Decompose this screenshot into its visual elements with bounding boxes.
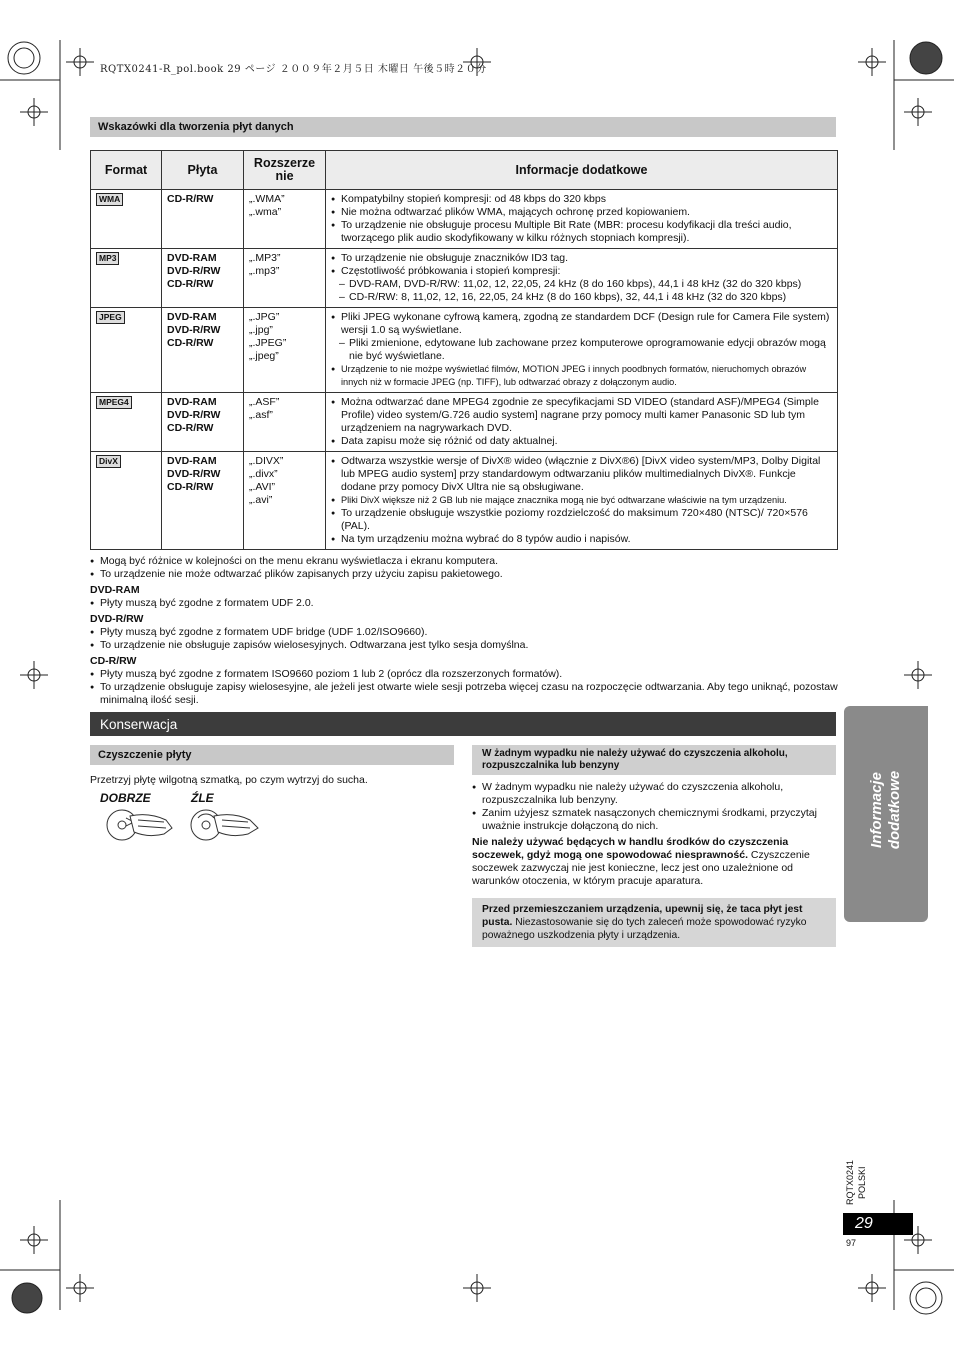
move-note-bold: Przed przemieszczaniem urządzenia, upewnij się, że taca płyt jest pusta. [482,904,803,928]
bad-wipe-icon [186,808,262,842]
info-item: ● Odtwarza wszystkie wersje of DivX® wideo (włącznie z DivX®6) [DivX video system/MP3, Dolby Digital lub MPEG audio system] przy standardowym odtwarzaniu plików multimedialnych DivX®. Funkcje dodane przy pomocy DivX Ultra nie są obsługiwane. [331,455,832,494]
disc-cell [162,393,244,452]
note-item: ● Zanim użyjesz szmatek nasączonych chemicznymi środkami, przyczytaj uważnie instrukcje dołączoną do nich. [472,807,836,833]
extension-cell [244,190,326,249]
format-cell [91,308,162,393]
format-badge: MP3 [96,252,119,265]
disc-type: DVD-R/RW [167,468,221,480]
cd-rrw-notes [90,668,838,707]
table-row [91,308,838,393]
note-item: ● W żadnym wypadku nie należy używać do czyszczenia alkoholu, rozpuszczalnika lub benzyny. [472,781,836,807]
info-item: – Pliki zmienione, edytowane lub zachowane przez komputerowe oprogramowanie edycji obrazów mogą nie być wyświetlane. [331,337,832,363]
move-note-text: Niezastosowanie się do tych zaleceń może spowodować ryzyko poważnego uszkodzenia płyty i urządzenia. [482,917,807,941]
info-item: ● Pliki JPEG wykonane cyfrową kamerą, zgodną ze standardem DCF (Design rule for Camera File system) wersji 1.0 są wyświetlane. [331,311,832,337]
info-list [331,455,832,546]
extension: „.mp3” [249,265,280,277]
info-item: ● Data zapisu może się różnić od daty aktualnej. [331,435,832,448]
note-item: ● Płyty muszą być zgodne z formatem UDF 2.0. [90,597,838,610]
general-notes [90,555,838,581]
extension: „.wma” [249,206,282,218]
extension: „.asf” [249,409,273,421]
good-label: DOBRZE [100,791,151,805]
notes [90,555,838,707]
header-plyta: Płyta [162,151,244,190]
extension: „.jpeg” [249,350,279,362]
side-tab-label: Informacje dodatkowe [868,770,903,850]
warning-title: W żadnym wypadku nie należy używać do czyszczenia alkoholu, rozpuszczalnika lub benzyny [482,748,788,771]
disc-type: DVD-RAM [167,252,217,264]
table-row [91,452,838,550]
info-item: ● To urządzenie nie obsługuje znaczników ID3 tag. [331,252,832,265]
sub-page-number: 97 [846,1238,857,1248]
disc-cell [162,308,244,393]
header-ext: Rozszerze nie [244,151,326,190]
table-row [91,249,838,308]
dvd-ram-heading: DVD-RAM [90,584,140,596]
cd-rrw-heading: CD-R/RW [90,655,137,667]
format-badge: JPEG [96,311,125,324]
disc-type: CD-R/RW [167,278,214,290]
info-item: ● Pliki DivX większe niż 2 GB lub nie mające znacznika mogą nie być odtwarzane właściwie na tym urządzeniu. [331,494,832,507]
note-item: ● To urządzenie obsługuje zapisy wielosesyjne, ale jeżeli jest otwarte wiele sesji potrzeba więcej czasu na rozpoczęcie odtwarzania. Aby tego uniknąć, pozostaw minimalną ilość sesji. [90,681,838,707]
table-row [91,393,838,452]
section-title: Wskazówki dla tworzenia płyt danych [98,121,294,133]
extension: „.DIVX” [249,455,284,467]
konserwacja-heading: Konserwacja [90,712,836,736]
extension: „.jpg” [249,324,273,336]
info-item: – CD-R/RW: 8, 11,02, 12, 16, 22,05, 24 kHz (8 do 160 kbps), 32, 44,1 i 48 kHz (32 do 320 kbps) [331,291,832,304]
extension-cell [244,393,326,452]
format-table [90,150,838,550]
extension: „.ASF” [249,396,280,408]
extension-cell [244,452,326,550]
disc-type: CD-R/RW [167,481,214,493]
disc-cell [162,190,244,249]
format-badge: WMA [96,193,123,206]
info-cell [326,190,838,249]
dvd-rrw-notes [90,626,838,652]
bad-label: ŹLE [191,791,214,805]
cleaning-title: Czyszczenie płyty [98,748,192,761]
move-note-box [472,898,836,947]
info-list [331,396,832,448]
note-item: ● To urządzenie nie obsługuje zapisów wielosesyjnych. Odtwarzana jest tylko sesja domyślna. [90,639,838,652]
info-item: ● Na tym urządzeniu można wybrać do 8 typów audio i napisów. [331,533,832,546]
lens-note-bold: Nie należy używać będących w handlu środków do czyszczenia soczewek, gdyż mogą one spowodować niesprawność. [472,836,789,861]
disc-cell [162,249,244,308]
page-number: 29 [843,1213,913,1235]
info-item: – DVD-RAM, DVD-R/RW: 11,02, 12, 22,05, 24 kHz (8 do 160 kbps), 44,1 i 48 kHz (32 do 320 kbps) [331,278,832,291]
info-item: ● Nie można odtwarzać plików WMA, mających ochronę przed kopiowaniem. [331,206,832,219]
extension: „.WMA” [249,193,285,205]
cleaning-text: Przetrzyj płytę wilgotną szmatką, po czym wytrzyj do sucha. [90,774,368,786]
note-item: ● Mogą być różnice w kolejności on the menu ekranu wyświetlacza i ekranu komputera. [90,555,838,568]
table-body [91,190,838,550]
disc-type: CD-R/RW [167,422,214,434]
format-badge: DivX [96,455,121,468]
disc-type: CD-R/RW [167,337,214,349]
extension: „.MP3” [249,252,281,264]
info-item: ● Kompatybilny stopień kompresji: od 48 kbps do 320 kbps [331,193,832,206]
doc-lang: POLSKI [857,1166,867,1199]
table-header-row [91,151,838,190]
extension-cell [244,249,326,308]
extension-cell [244,308,326,393]
table-row [91,190,838,249]
extension: „.JPEG” [249,337,287,349]
disc-type: DVD-RAM [167,455,217,467]
dvd-rrw-heading: DVD-R/RW [90,613,144,625]
doc-code: RQTX0241 [845,1159,855,1205]
extension: „.divx” [249,468,278,480]
extension: „.avi” [249,494,273,506]
dvd-ram-notes [90,597,838,610]
warning-title-box [472,745,836,775]
lens-note [472,836,836,888]
format-cell [91,393,162,452]
header-info: Informacje dodatkowe [326,151,838,190]
disc-type: DVD-RAM [167,311,217,323]
cleaning-title-bar [90,745,454,765]
info-cell [326,393,838,452]
info-item: ● Częstotliwość próbkowania i stopień kompresji: [331,265,832,278]
info-item: ● Urządzenie to nie możpe wyświetlać filmów, MOTION JPEG i innych poodbnych formatów, nieruchomych obrazów innych niż w formacie JPEG (np. TIFF), lub odtwarzać obrazy z dołączonym audio. [331,363,832,389]
disc-type: DVD-R/RW [167,265,221,277]
warnings-column [472,745,836,947]
disc-cell [162,452,244,550]
extension: „.JPG” [249,311,280,323]
disc-type: DVD-RAM [167,396,217,408]
note-item: ● Płyty muszą być zgodne z formatem ISO9660 poziom 1 lub 2 (oprócz dla rozszerzonych formatów). [90,668,838,681]
note-item: ● To urządzenie nie może odtwarzać plików zapisanych przy użyciu zapisu pakietowego. [90,568,838,581]
format-badge: MPEG4 [96,396,132,409]
info-item: ● To urządzenie nie obsługuje procesu Multiple Bit Rate (MBR: procesu kodyfikacji dla treści audio, tworzącego plik audio skodyfikowany w kilku różnych stopniach kompresji). [331,219,832,245]
disc-type: DVD-R/RW [167,324,221,336]
disc-type: CD-R/RW [167,193,214,205]
info-list [331,193,832,245]
section-title-bar [90,117,836,137]
print-header: RQTX0241-R_pol.book 29 ページ ２００９年２月５日 木曜日 午後５時２０分 [100,64,487,75]
extension: „.AVI” [249,481,276,493]
info-cell [326,249,838,308]
info-item: ● To urządzenie obsługuje wszystkie poziomy rozdzielczość do maksimum 720×480 (NTSC)/ 720×576 (PAL). [331,507,832,533]
info-cell [326,308,838,393]
format-cell [91,452,162,550]
cleaning-illustration [90,792,454,842]
good-wipe-icon [104,808,176,842]
lens-note-text: Czyszczenie soczewek zazwyczaj nie jest konieczne, lecz jest ono uzależnione od warunków otoczenia, w którym pracuje aparatura. [472,849,810,887]
cleaning-column [90,745,454,842]
note-item: ● Płyty muszą być zgodne z formatem UDF bridge (UDF 1.02/ISO9660). [90,626,838,639]
header-format: Format [91,151,162,190]
format-cell [91,249,162,308]
format-cell [91,190,162,249]
info-item: ● Można odtwarzać dane MPEG4 zgodnie ze specyfikacjami SD VIDEO (standard ASF)/MPEG4 (Simple Profile) video system/G.726 audio system] nagrane przy pomocy multi kamer Panasonic SD lub tym urządzeniem na nagrywarkach DVD. [331,396,832,435]
warning-list [472,781,836,833]
info-cell [326,452,838,550]
info-list [331,252,832,304]
disc-type: DVD-R/RW [167,409,221,421]
info-list [331,311,832,389]
